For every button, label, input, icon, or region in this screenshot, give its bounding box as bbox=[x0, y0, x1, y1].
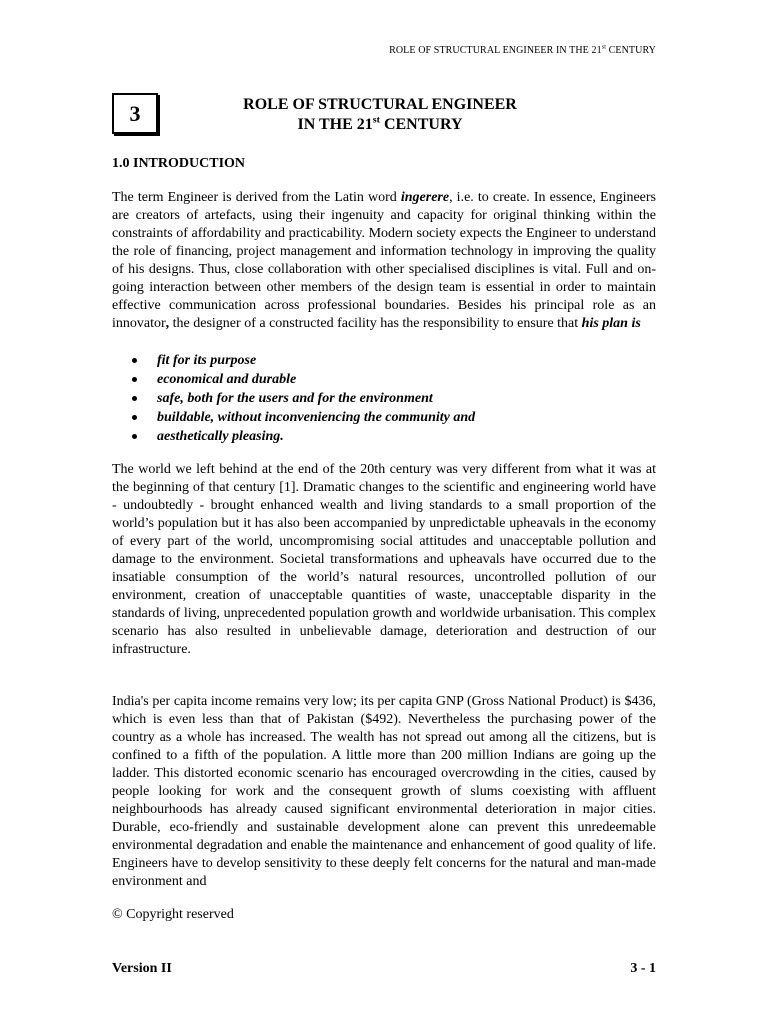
list-item bbox=[112, 389, 656, 408]
list-item-text: fit for its purpose bbox=[157, 353, 257, 368]
title-line-2 bbox=[160, 115, 600, 135]
footer-version: Version II bbox=[112, 961, 172, 976]
latin-word: ingerere bbox=[400, 190, 450, 205]
list-item bbox=[112, 370, 656, 389]
world-paragraph bbox=[112, 461, 656, 659]
section-heading: 1.0 INTRODUCTION bbox=[112, 156, 246, 171]
bullet-icon bbox=[132, 415, 137, 420]
title-line-1: ROLE OF STRUCTURAL ENGINEER bbox=[243, 96, 517, 113]
footer-page-number: 3 - 1 bbox=[630, 961, 656, 976]
page-title bbox=[160, 95, 600, 135]
para1-text-c: the designer of a constructed facility has the responsibility to ensure that bbox=[169, 316, 582, 331]
bullet-icon bbox=[132, 377, 137, 382]
list-item-text: aesthetically pleasing. bbox=[157, 429, 284, 444]
para1-text-b: , i.e. to create. In essence, Engineers are creators of artefacts, using their ingenuity and capacity for original thinking within the constraints of affordability and practicability. Modern society expects the Engineer to understand the role of financing, project management and information technology in improving the quality of his designs. Thus, close collaboration with other specialised disciplines is vital. Full and on-going interaction between other members of the design team is essential in order to maintain effective communication across professional boundaries. Besides his principal role as an innovator bbox=[112, 190, 657, 331]
list-item bbox=[112, 351, 656, 370]
chapter-number-box bbox=[112, 93, 158, 134]
chapter-number: 3 bbox=[129, 100, 141, 126]
para1-text-a: The term Engineer is derived from the Latin word bbox=[112, 190, 401, 205]
title-line-2-prefix: IN THE 21 bbox=[297, 116, 373, 133]
running-header bbox=[389, 45, 656, 56]
india-paragraph-text: India's per capita income remains very low; its per capita GNP (Gross National Product) is $436, which is even less than that of Pakistan ($492). Nevertheless the purchasing power of the country as a whole has increased. The wealth has not spread out among all the citizens, but is confined to a fifth of the population. A little more than 200 million Indians are going up the ladder. This distorted economic scenario has encouraged overcrowding in the cities, caused by people looking for work and the consequent growth of slums coexisting with affluent neighbourhoods has already caused significant environmental deterioration in major cities. Durable, eco-friendly and sustainable development alone can prevent this unredeemable environmental degradation and enable the maintenance and enhancement of good quality of life. Engineers have to develop sensitivity to these deeply felt concerns for the natural and man-made environment and bbox=[112, 694, 656, 889]
running-header-suffix: CENTURY bbox=[606, 45, 656, 56]
list-item-text: economical and durable bbox=[157, 372, 297, 387]
bullet-icon bbox=[132, 396, 137, 401]
list-item bbox=[112, 427, 656, 446]
requirements-list bbox=[112, 351, 656, 446]
world-paragraph-text: The world we left behind at the end of the 20th century was very different from what it was at the beginning of that century [1]. Dramatic changes to the scientific and engineering world have - undoubtedly - brought enhanced wealth and living standards to a small proportion of the world’s population but it has also been accompanied by unpredictable upheavals in the economy of every part of the world, uncompromising social attitudes and unacceptable pollution and damage to the environment. Societal transformations and upheavals have occurred due to the insatiable consumption of the world’s natural resources, uncontrolled pollution of our environment, creation of unacceptable quantities of waste, unacceptable disparity in the standards of living, unprecedented population growth and worldwide urbanisation. This complex scenario has also resulted in unbelievable damage, deterioration and destruction of our infrastructure. bbox=[112, 462, 656, 657]
copyright-notice: © Copyright reserved bbox=[112, 907, 234, 922]
india-paragraph bbox=[112, 693, 656, 891]
list-item bbox=[112, 408, 656, 427]
title-line-2-sup: st bbox=[372, 114, 380, 126]
list-item-text: buildable, without inconveniencing the community and bbox=[157, 410, 476, 425]
title-line-2-suffix: CENTURY bbox=[379, 116, 463, 133]
running-header-sup: st bbox=[601, 43, 607, 51]
para1-comma: , bbox=[165, 316, 170, 331]
para1-emphasis: his plan is bbox=[581, 316, 641, 331]
bullet-icon bbox=[132, 358, 137, 363]
intro-paragraph bbox=[112, 189, 656, 333]
list-item-text: safe, both for the users and for the environment bbox=[157, 391, 433, 406]
bullet-icon bbox=[132, 434, 137, 439]
running-header-text: ROLE OF STRUCTURAL ENGINEER IN THE 21 bbox=[389, 45, 602, 56]
